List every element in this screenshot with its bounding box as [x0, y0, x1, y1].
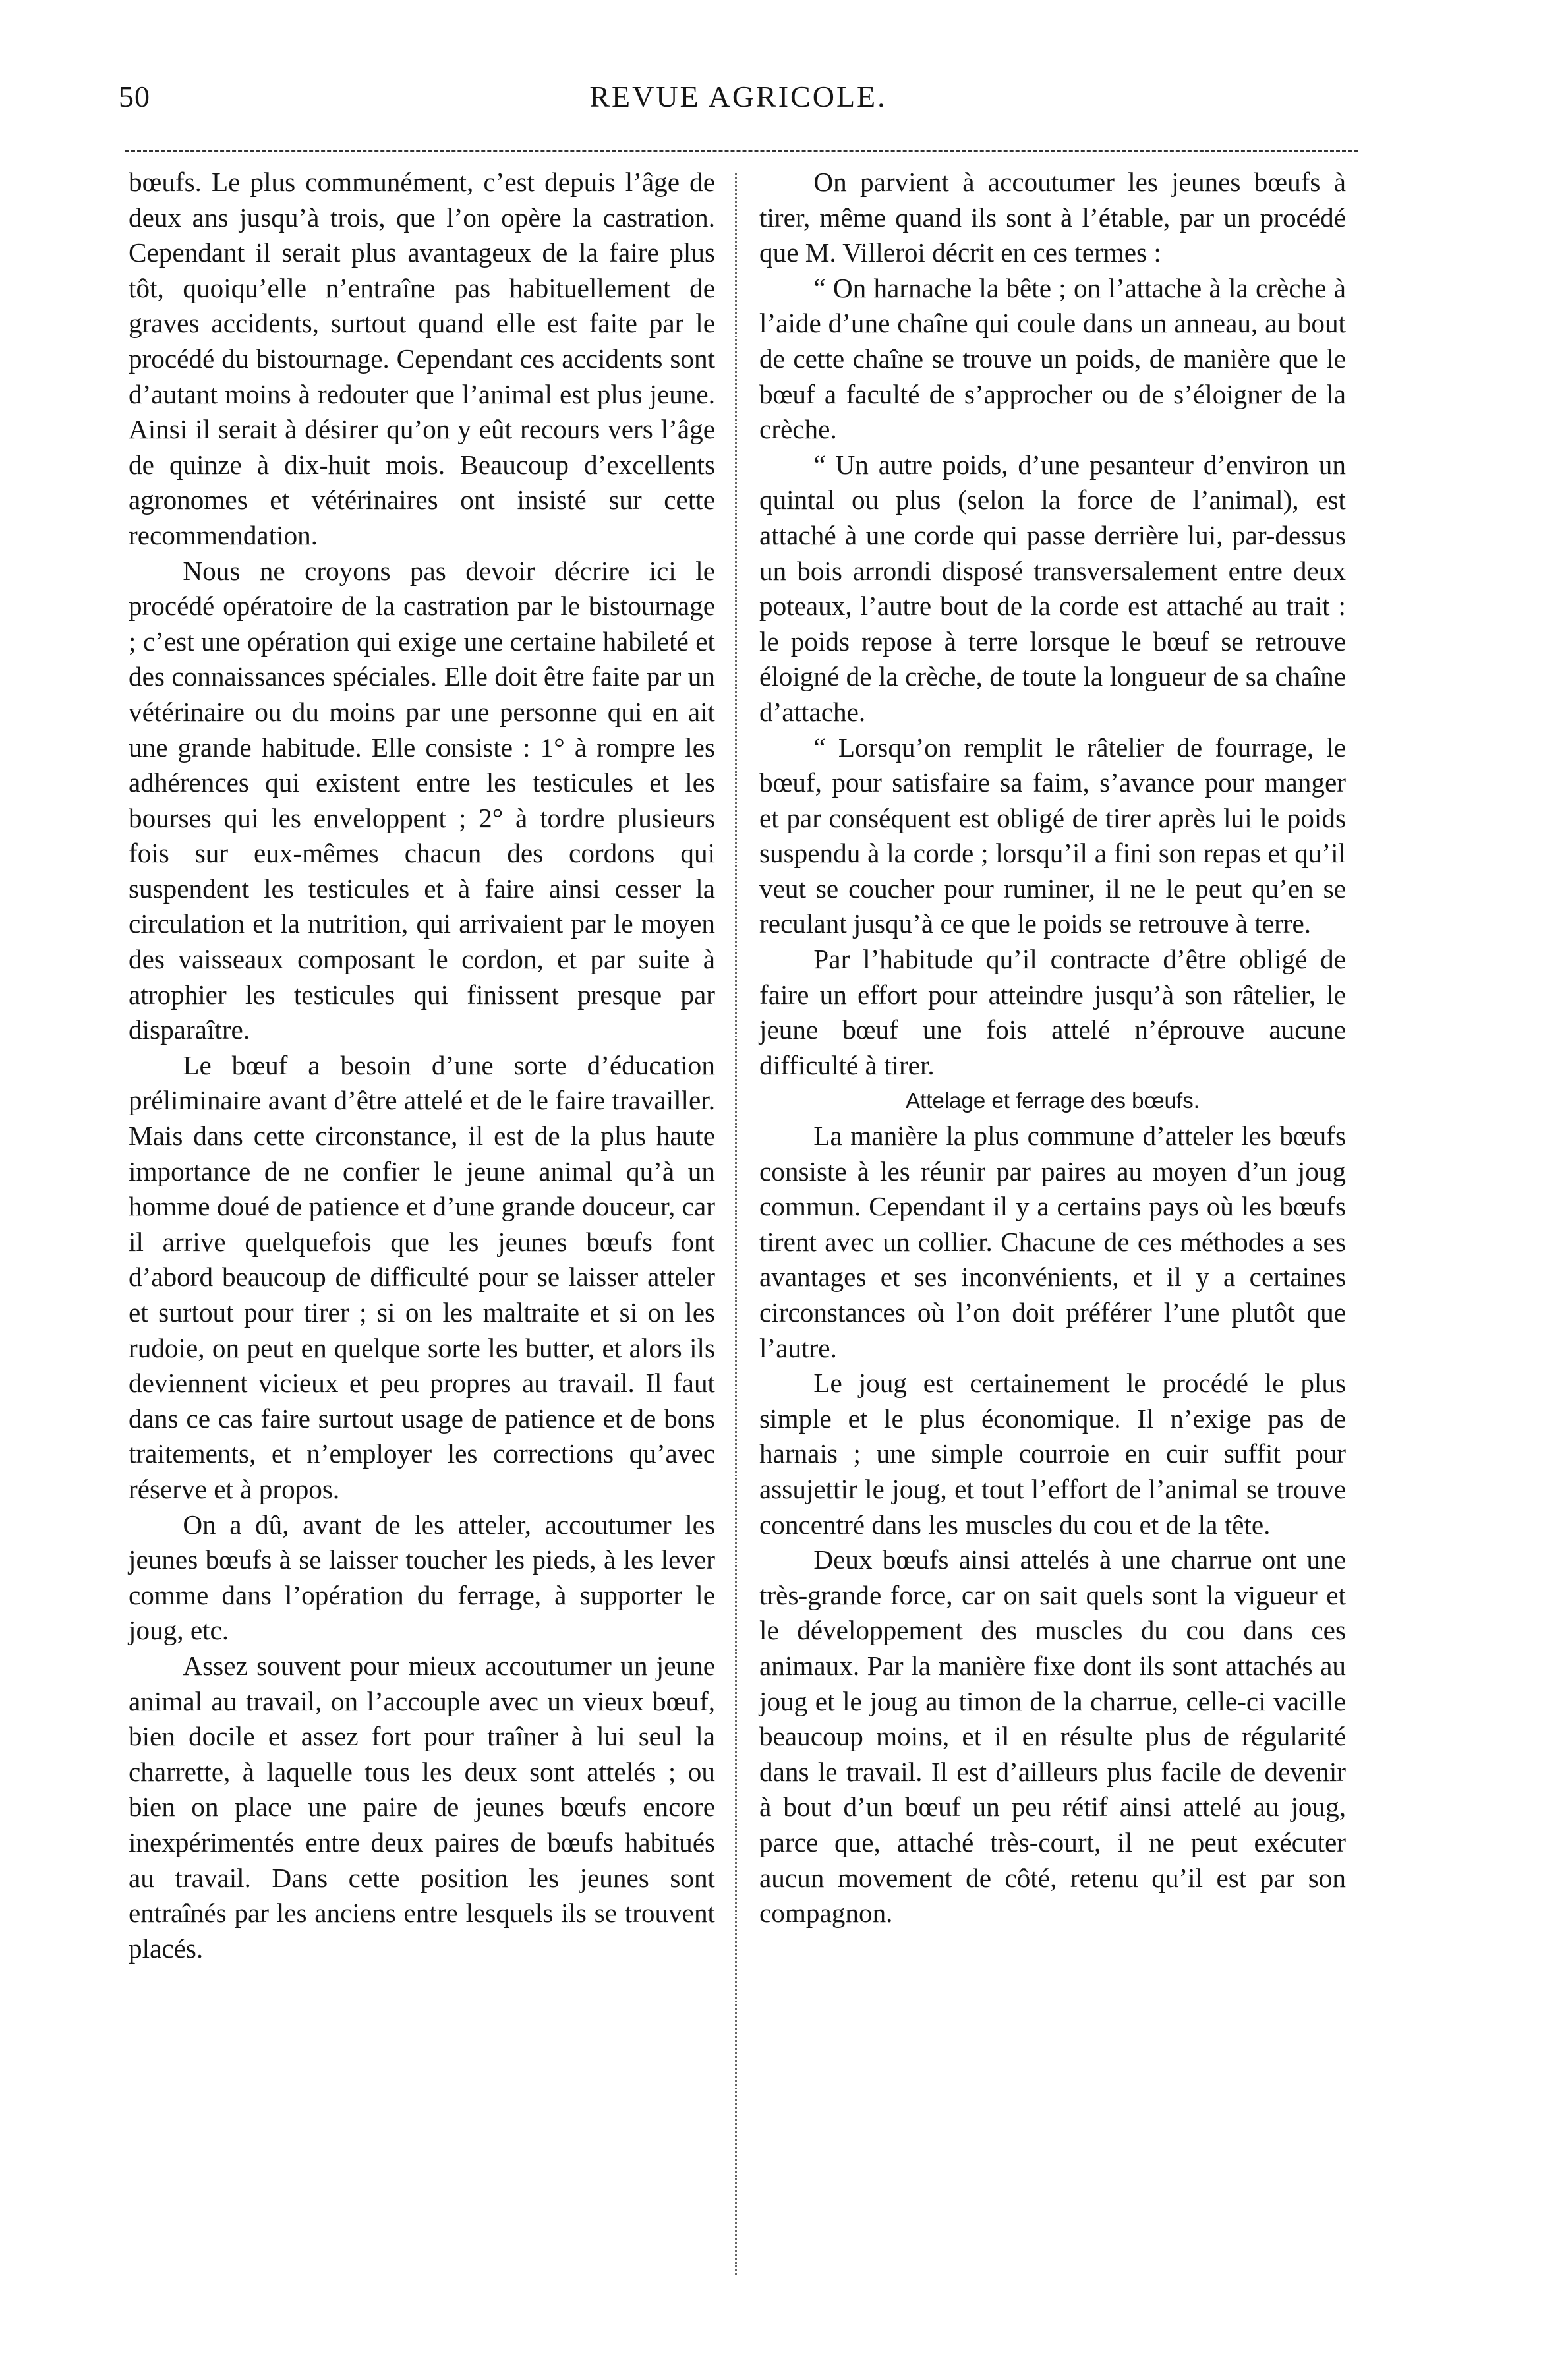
paragraph: “ Lorsqu’on remplit le râtelier de fourrage, le bœuf, pour satisfaire sa faim, s’avance pour manger et par conséquent est obligé de tirer après lui le poids suspendu à la corde ; lorsqu’il a fini son repas et qu’il veut se coucher pour ruminer, il ne le peut qu’en se reculant jusqu’à ce que le poids se retrouve à terre.	[759, 732, 1346, 939]
paragraph: bœufs. Le plus communément, c’est depuis l’âge de deux ans jusqu’à trois, que l’on opère la castration. Cependant il serait plus avantageux de la faire plus tôt, quoiqu’elle n’entraîne pas habituellement de graves accidents, surtout quand elle est faite par le procédé du bistournage. Cependant ces accidents sont d’autant moins à redouter que l’animal est plus jeune. Ainsi il serait à désirer qu’on y eût recours vers l’âge de quinze à dix-huit mois. Beaucoup d’excellents agronomes et vétérinaires ont insisté sur cette recommendation.	[129, 167, 715, 550]
paragraph: La manière la plus commune d’atteler les bœufs consiste à les réunir par paires au moyen d’un joug commun. Cependant il y a certains pays où les bœufs tirent avec un collier. Chacune de ces méthodes a ses avantages et ses inconvénients, et il y a certaines circonstances où l’on doit préférer l’une plutôt que l’autre.	[759, 1121, 1346, 1363]
paragraph: Nous ne croyons pas devoir décrire ici le procédé opératoire de la castration par le bistournage ; c’est une opération qui exige une certaine habileté et des connaissances spéciales. Elle doit être faite par un vétérinaire ou du moins par une personne qui en ait une grande habitude. Elle consiste : 1° à rompre les adhérences qui existent entre les testicules et les bourses qui les enveloppent ; 2° à tordre plusieurs fois sur eux-mêmes chacun des cordons qui suspendent les testicules et à faire ainsi cesser la circulation et la nutrition, qui arrivaient par le moyen des vaisseaux composant le cordon, et par suite à atrophier les testicules qui finissent presque par disparaître.	[129, 555, 715, 1045]
running-title: REVUE AGRICOLE.	[589, 80, 887, 113]
paragraph: Par l’habitude qu’il contracte d’être obligé de faire un effort pour atteindre jusqu’à son râtelier, le jeune bœuf une fois attelé n’éprouve aucune difficulté à tirer.	[759, 944, 1346, 1080]
paragraph: Le bœuf a besoin d’une sorte d’éducation préliminaire avant d’être attelé et de le faire travailler. Mais dans cette circonstance, il est de la plus haute importance de ne confier le jeune animal qu’à un homme doué de patience et d’une grande douceur, car il arrive quelquefois que les jeunes bœufs font d’abord beaucoup de difficulté pour se laisser atteler et surtout pour tirer ; si on les maltraite et si on les rudoie, on peut en quelque sorte les butter, et alors ils deviennent vicieux et peu propres au travail. Il faut dans ce cas faire surtout usage de patience et de bons traitements, et n’employer les corrections qu’avec réserve et à propos.	[129, 1049, 715, 1504]
column-divider	[735, 173, 737, 2275]
paragraph: On parvient à accoutumer les jeunes bœufs à tirer, même quand ils sont à l’étable, par un procédé que M. Villeroi décrit en ces termes :	[759, 167, 1346, 268]
paragraph: “ On harnache la bête ; on l’attache à la crèche à l’aide d’une chaîne qui coule dans un anneau, au bout de cette chaîne se trouve un poids, de manière que le bœuf a faculté de s’approcher ou de s’éloigner de la crèche.	[759, 272, 1346, 445]
paragraph: Assez souvent pour mieux accoutumer un jeune animal au travail, on l’accouple avec un vieux bœuf, bien docile et assez fort pour traîner à lui seul la charrette, à laquelle tous les deux sont attelés ; ou bien on place une paire de jeunes bœufs encore inexpérimentés entre deux paires de bœufs habitués au travail. Dans cette position les jeunes sont entraînés par les anciens entre lesquels ils se trouvent placés.	[129, 1650, 715, 1964]
header-divider	[125, 150, 1358, 152]
paragraph: “ Un autre poids, d’une pesanteur d’environ un quintal ou plus (selon la force de l’animal), est attaché à une corde qui passe derrière lui, par-dessus un bois arrondi disposé transversalement entre deux poteaux, l’autre bout de la corde est attaché au trait : le poids repose à terre lorsque le bœuf se retrouve éloigné de la crèche, de toute la longueur de sa chaîne d’attache.	[759, 449, 1346, 727]
page-header	[119, 79, 1358, 132]
paragraph: On a dû, avant de les atteler, accoutumer les jeunes bœufs à se laisser toucher les pieds, à les lever comme dans l’opération du ferrage, à supporter le joug, etc.	[129, 1509, 715, 1646]
paragraph: Deux bœufs ainsi attelés à une charrue ont une très-grande force, car on sait quels sont la vigueur et le développement des muscles du cou dans ces animaux. Par la manière fixe dont ils sont attachés au joug et le joug au timon de la charrue, celle-ci vacille beaucoup moins, et il en résulte plus de régularité dans le travail. Il est d’ailleurs plus facile de devenir à bout d’un bœuf un peu rétif ainsi attelé au joug, parce que, attaché très-court, il ne peut exécuter aucun movement de côté, retenu qu’il est par son compagnon.	[759, 1544, 1346, 1929]
left-column	[129, 165, 715, 1966]
right-column	[759, 165, 1346, 1931]
paragraph: Le joug est certainement le procédé le plus simple et le plus économique. Il n’exige pas de harnais ; une simple courroie en cuir suffit pour assujettir le joug, et tout l’effort de l’animal se trouve concentré dans les muscles du cou et de la tête.	[759, 1368, 1346, 1540]
section-subheading: Attelage et ferrage des bœufs.	[906, 1088, 1200, 1113]
page-number: 50	[119, 80, 150, 113]
